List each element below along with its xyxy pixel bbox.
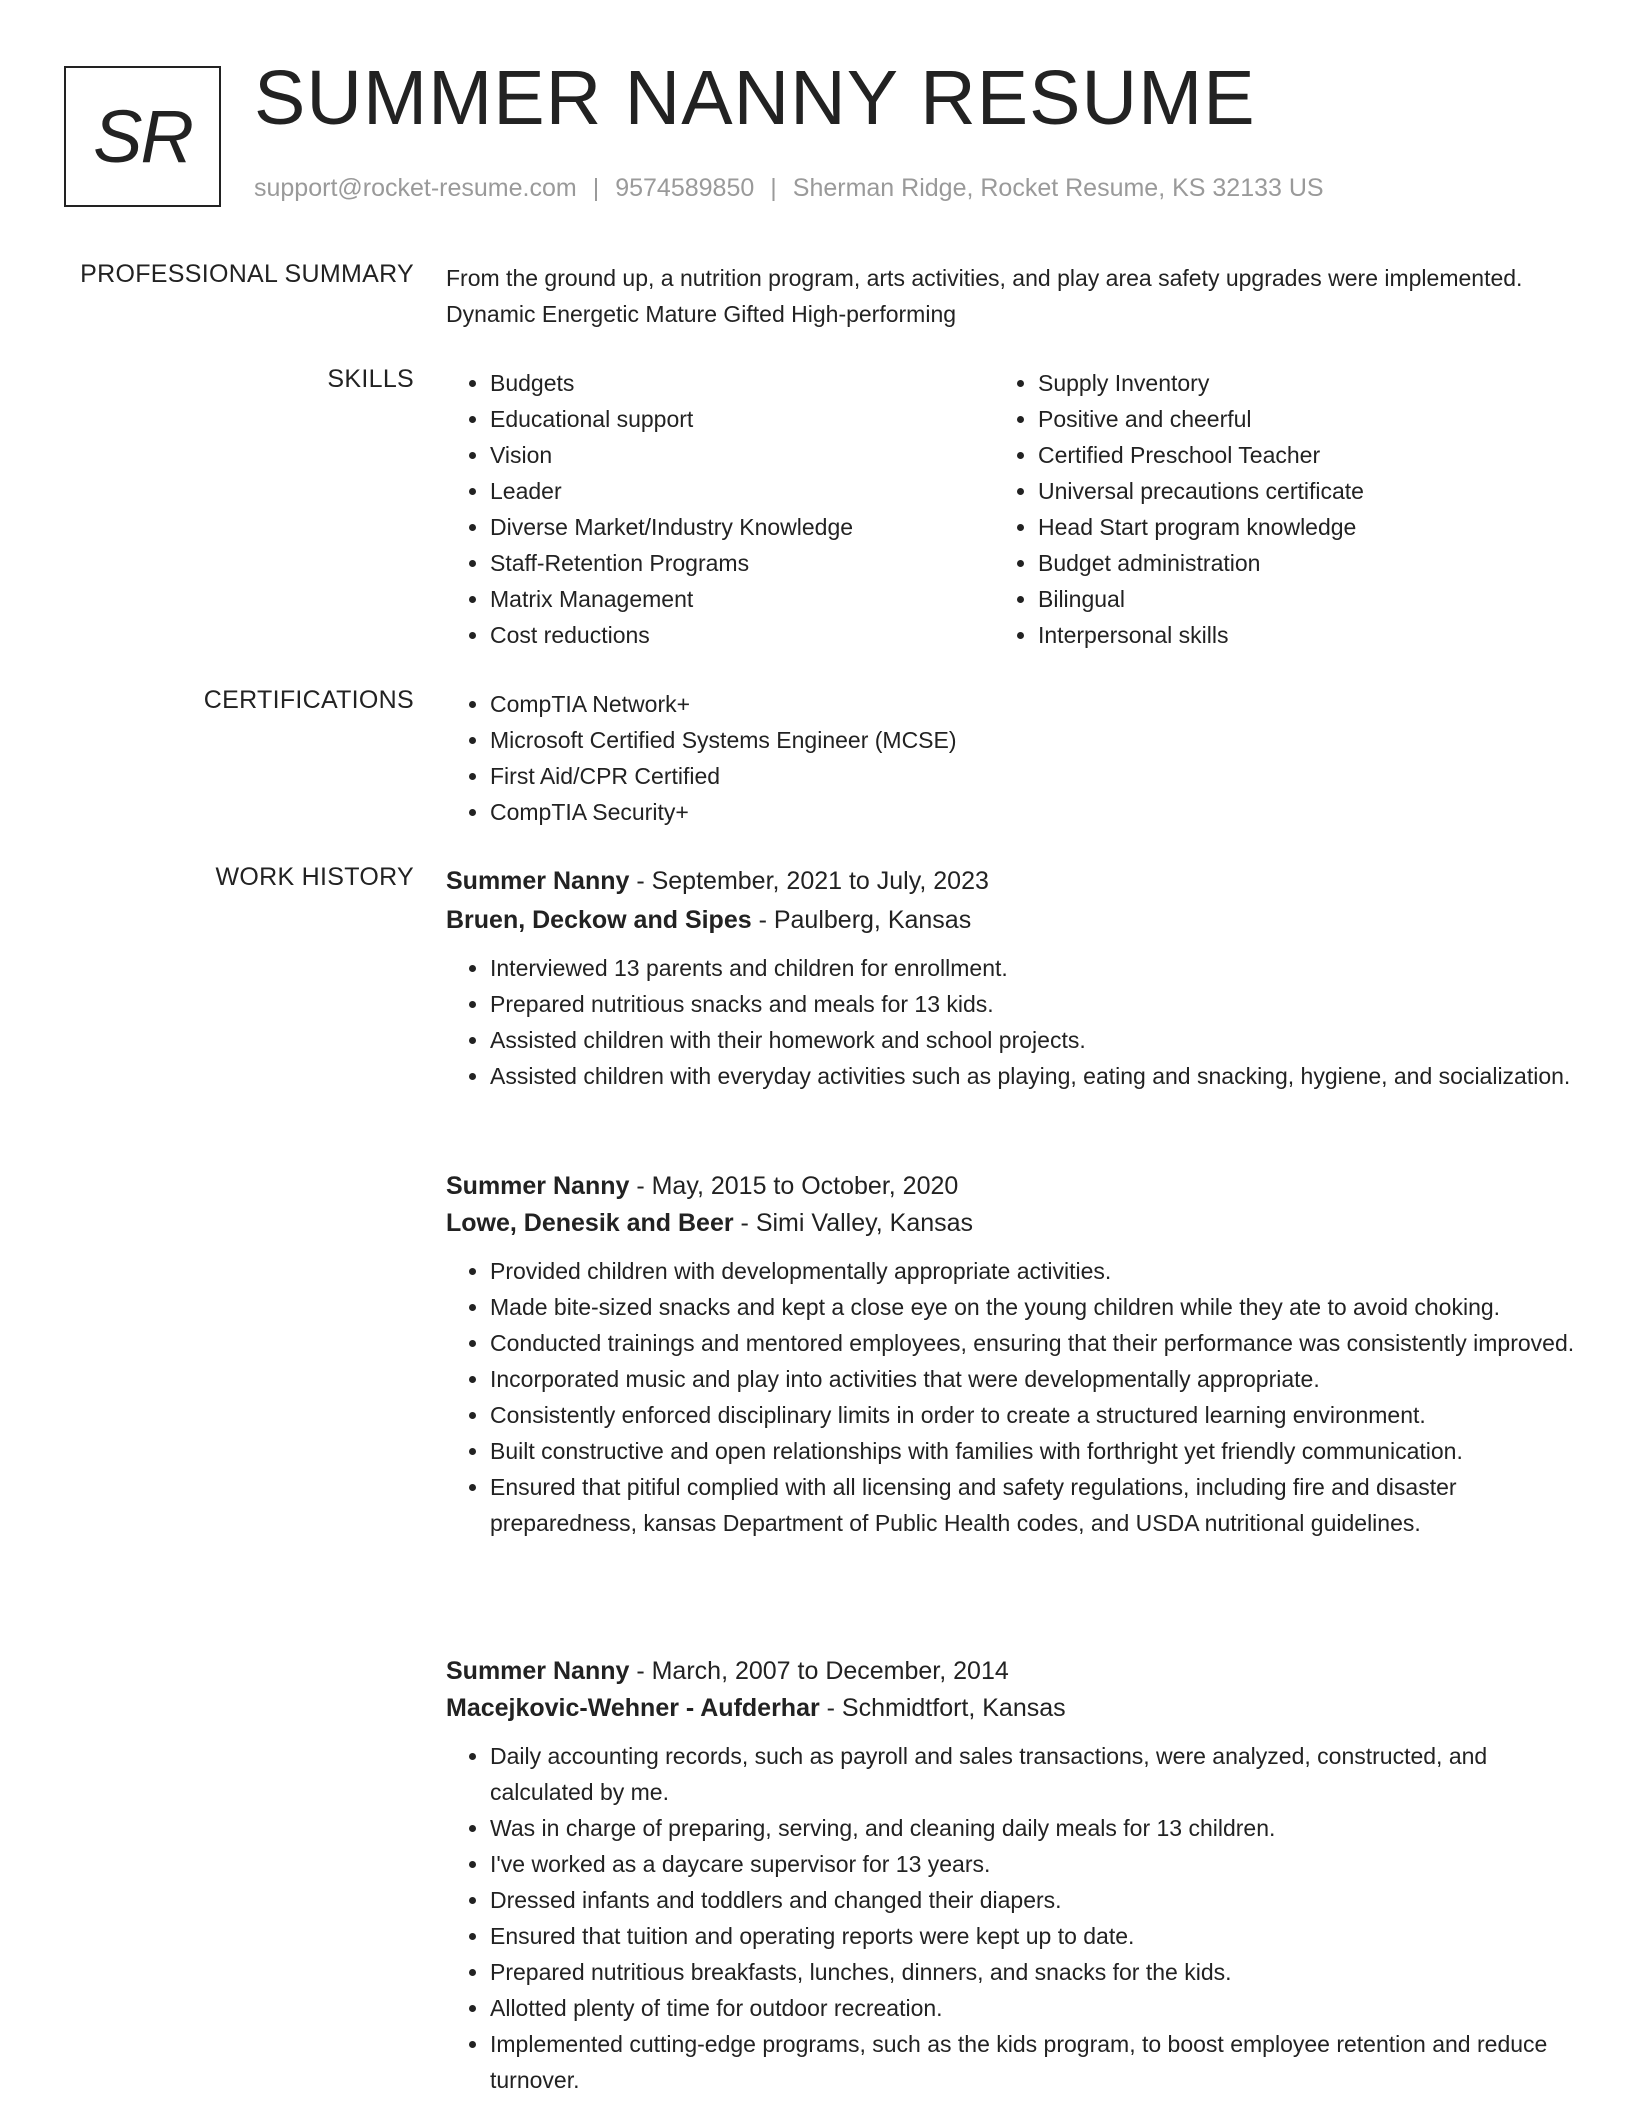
job-bullet: • Conducted trainings and mentored employees, ensuring that their performance was consistently improved. (490, 1325, 1576, 1361)
certification-item: • First Aid/CPR Certified (490, 758, 1576, 794)
job-bullet: • Allotted plenty of time for outdoor recreation. (490, 1990, 1576, 2026)
job-bullet: • Dressed infants and toddlers and changed their diapers. (490, 1882, 1576, 1918)
skill-item: • Interpersonal skills (1038, 617, 1598, 653)
certification-item: • CompTIA Security+ (490, 794, 1576, 830)
summary-text: From the ground up, a nutrition program, arts activities, and play area safety upgrades were implemented. Dynamic Energetic Mature Gifted High-performing (446, 265, 1523, 327)
skill-item: • Budget administration (1038, 545, 1598, 581)
skills-list-right (994, 365, 1598, 653)
job-dates: - September, 2021 to July, 2023 (629, 867, 989, 895)
job-bullet: • Provided children with developmentally appropriate activities. (490, 1253, 1576, 1289)
contact-line (254, 174, 1324, 203)
job-dates: - March, 2007 to December, 2014 (629, 1657, 1009, 1685)
skill-item: • Head Start program knowledge (1038, 509, 1598, 545)
skill-item: • Universal precautions certificate (1038, 473, 1598, 509)
section-label-skills: SKILLS (327, 365, 414, 393)
skills-body (446, 365, 1576, 655)
monogram-logo: SR (64, 66, 221, 207)
job-company: Lowe, Denesik and Beer (446, 1209, 734, 1237)
job-bullet: • Consistently enforced disciplinary limits in order to create a structured learning environment. (490, 1397, 1576, 1433)
job-bullet: • Was in charge of preparing, serving, and cleaning daily meals for 13 children. (490, 1810, 1576, 1846)
job-bullet: • Interviewed 13 parents and children for enrollment. (490, 950, 1576, 986)
skill-item: • Matrix Management (490, 581, 1030, 617)
job-entry (446, 1168, 1576, 1541)
contact-separator: | (770, 174, 777, 202)
job-company-line (446, 1205, 1576, 1241)
job-bullet: • Ensured that tuition and operating reports were kept up to date. (490, 1918, 1576, 1954)
job-title-line (446, 863, 1576, 899)
section-label-certifications: CERTIFICATIONS (203, 686, 414, 714)
skill-item: • Budgets (490, 365, 1030, 401)
skill-item: • Leader (490, 473, 1030, 509)
job-company-line (446, 1690, 1576, 1726)
job-entry (446, 863, 1576, 1094)
contact-address: Sherman Ridge, Rocket Resume, KS 32133 US (792, 174, 1324, 202)
skill-item: • Supply Inventory (1038, 365, 1598, 401)
skill-item: • Vision (490, 437, 1030, 473)
contact-email: support@rocket-resume.com (254, 174, 577, 202)
certifications-body (446, 686, 1576, 830)
skill-item: • Educational support (490, 401, 1030, 437)
skills-list-left (446, 365, 1030, 653)
job-company-line (446, 902, 1576, 938)
job-bullet: • Incorporated music and play into activities that were developmentally appropriate. (490, 1361, 1576, 1397)
contact-separator: | (592, 174, 600, 202)
job-bullet: • Assisted children with everyday activities such as playing, eating and snacking, hygiene, and socialization. (490, 1058, 1576, 1094)
job-bullet: • Built constructive and open relationships with families with forthright yet friendly communication. (490, 1433, 1576, 1469)
job-title: Summer Nanny (446, 1657, 630, 1685)
job-title-line (446, 1168, 1576, 1204)
job-bullet: • Ensured that pitiful complied with all licensing and safety regulations, including fire and disaster preparedness, kansas Department of Public Health codes, and USDA nutritional guidelines. (490, 1469, 1576, 1541)
section-label-summary: PROFESSIONAL SUMMARY (80, 260, 414, 288)
skill-item: • Certified Preschool Teacher (1038, 437, 1598, 473)
job-title: Summer Nanny (446, 1172, 630, 1200)
certification-item: • Microsoft Certified Systems Engineer (MCSE) (490, 722, 1576, 758)
job-bullet: • Made bite-sized snacks and kept a close eye on the young children while they ate to avoid choking. (490, 1289, 1576, 1325)
job-bullets (446, 950, 1576, 1094)
job-location: - Simi Valley, Kansas (733, 1209, 974, 1237)
job-company: Bruen, Deckow and Sipes (446, 906, 752, 934)
job-location: - Schmidtfort, Kansas (819, 1694, 1066, 1722)
job-bullets (446, 1253, 1576, 1541)
job-title-line (446, 1653, 1576, 1689)
job-bullet: • Prepared nutritious snacks and meals for 13 kids. (490, 986, 1576, 1022)
job-bullet: • Assisted children with their homework and school projects. (490, 1022, 1576, 1058)
contact-phone: 9574589850 (615, 174, 755, 202)
job-bullets (446, 1738, 1576, 2098)
job-title: Summer Nanny (446, 867, 630, 895)
job-bullet: • I've worked as a daycare supervisor for 13 years. (490, 1846, 1576, 1882)
skill-item: • Staff-Retention Programs (490, 545, 1030, 581)
job-dates: - May, 2015 to October, 2020 (629, 1172, 959, 1200)
job-entry (446, 1653, 1576, 2098)
job-company: Macejkovic-Wehner - Aufderhar (446, 1694, 820, 1722)
job-bullet: • Daily accounting records, such as payroll and sales transactions, were analyzed, constructed, and calculated by me. (490, 1738, 1576, 1810)
certifications-list (446, 686, 1576, 830)
page-title: SUMMER NANNY RESUME (254, 55, 1256, 141)
job-bullet: • Implemented cutting-edge programs, such as the kids program, to boost employee retention and reduce turnover. (490, 2026, 1576, 2098)
skill-item: • Cost reductions (490, 617, 1030, 653)
section-label-work-history: WORK HISTORY (215, 863, 414, 891)
skill-item: • Diverse Market/Industry Knowledge (490, 509, 1030, 545)
skill-item: • Bilingual (1038, 581, 1598, 617)
job-bullet: • Prepared nutritious breakfasts, lunches, dinners, and snacks for the kids. (490, 1954, 1576, 1990)
skills-columns (446, 365, 1576, 655)
job-location: - Paulberg, Kansas (751, 906, 972, 934)
certification-item: • CompTIA Network+ (490, 686, 1576, 722)
skill-item: • Positive and cheerful (1038, 401, 1598, 437)
